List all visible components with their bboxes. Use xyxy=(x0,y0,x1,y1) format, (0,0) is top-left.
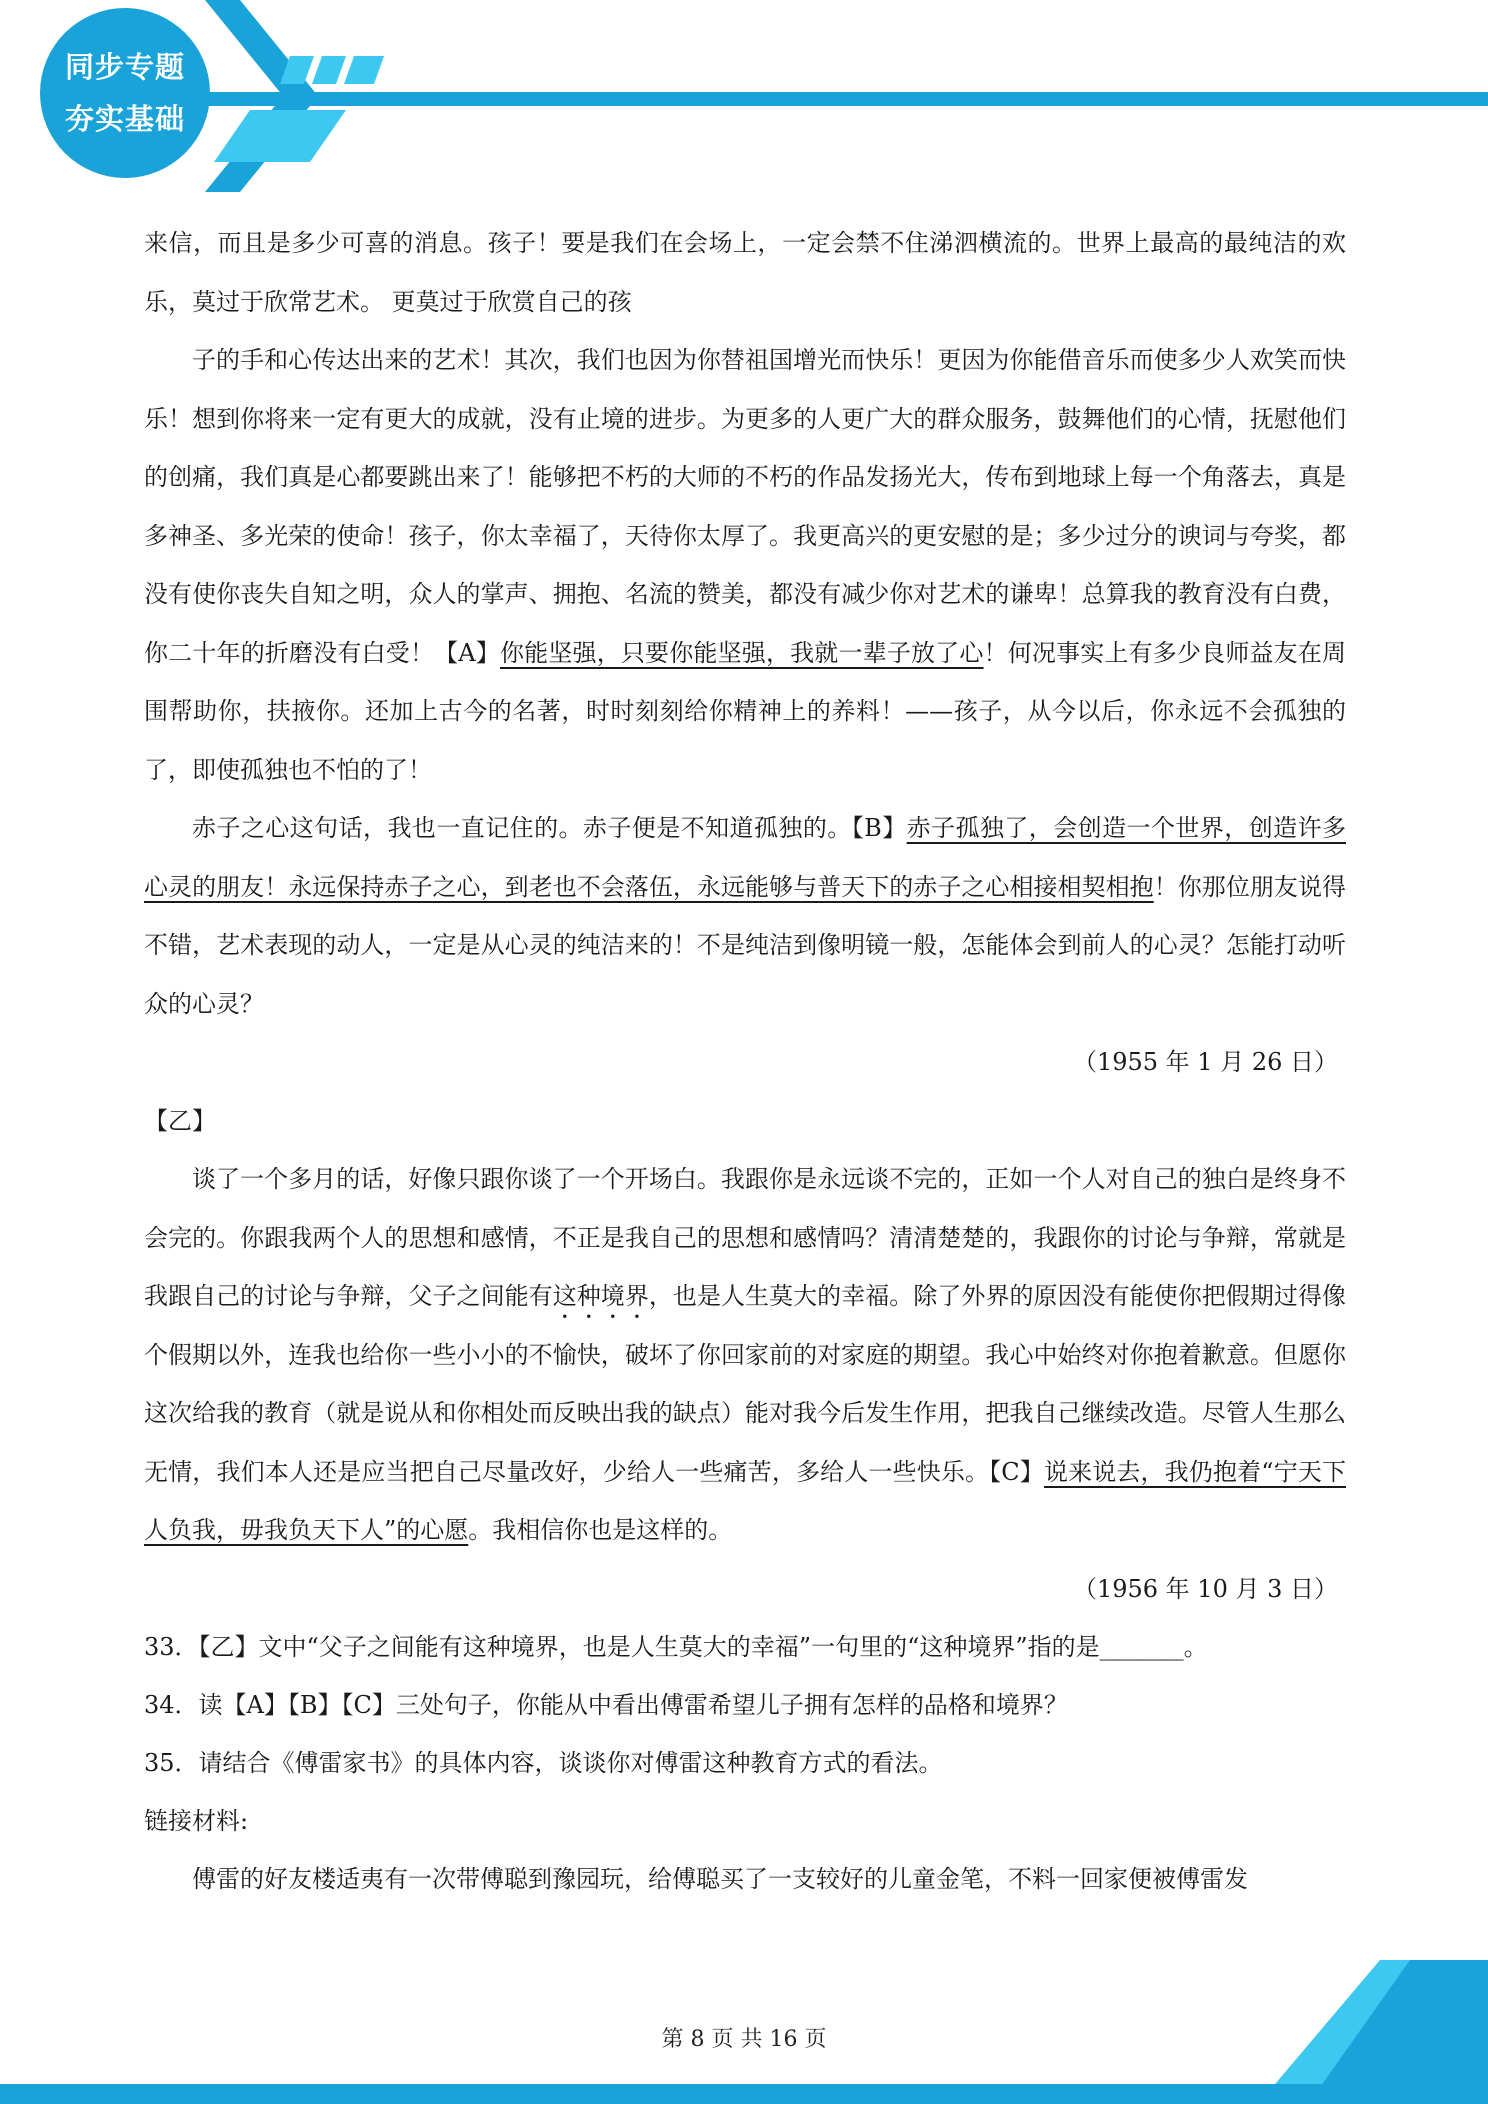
section-yi-heading: 【乙】 xyxy=(144,1106,216,1135)
header-chevron-light xyxy=(214,110,346,162)
marker-b: 【B】 xyxy=(851,814,907,842)
date-2: （1956 年 10 月 3 日） xyxy=(1072,1574,1338,1603)
paragraph-4 xyxy=(144,1150,1346,1560)
badge-line-2: 夯实基础 xyxy=(64,102,185,136)
paragraph-2 xyxy=(144,331,1346,799)
header-stripe-2 xyxy=(312,56,346,84)
header-stripe-3 xyxy=(344,56,384,84)
question-35: 35．请结合《傅雷家书》的具体内容，谈谈你对傅雷这种教育方式的看法。 xyxy=(144,1749,943,1777)
paragraph-4-mid: ，也是人生莫大的幸福。除了外界的原因没有能使你把假期过得像个假期以外，连我也给你一些小小的不愉快，破坏了你回家前的对家庭的期望。我心中始终对你抱着歉意。但愿你这次给我的教育（就是说从和你相处而反映出我的缺点）能对我今后发生作用，把我自己继续改造。尽管人生那么无情，我们本人还是应当把自己尽量改好，少给人一些痛苦，多给人一些快乐。 xyxy=(144,1282,1347,1486)
date-1: （1955 年 1 月 26 日） xyxy=(1072,1048,1338,1076)
underlined-sentence-c: 说来说去，我仍抱着“宁天下人负我，毋我负天下人”的心愿 xyxy=(144,1457,1346,1544)
marker-a: 【A】 xyxy=(434,638,500,667)
paragraph-2-text: 子的手和心传达出来的艺术！其次，我们也因为你替祖国增光而快乐！更因为你能借音乐而使多少人欢笑而快乐！想到你将来一定有更大的成就，没有止境的进步。为更多的人更广大的群众服务，鼓舞他们的心情，抚慰他们的创痛，我们真是心都要跳出来了！能够把不朽的大师的不朽的作品发扬光大，传布到地球上每一个角落去，真是多神圣、多光荣的使命！孩子，你太幸福了，天待你太厚了。我更高兴的更安慰的是；多少过分的谀词与夸奖，都没有使你丧失自知之明，众人的掌声、拥抱、名流的赞美，都没有减少你对艺术的谦卑！总算我的教育没有白费，你二十年的折磨没有白受！ xyxy=(144,346,1346,667)
link-material-label: 链接材料: xyxy=(144,1807,249,1835)
footer-band xyxy=(0,2084,1488,2104)
main-content xyxy=(144,214,1346,1908)
paragraph-1: 来信，而且是多少可喜的消息。孩子！要是我们在会场上，一定会禁不住涕泗横流的。世界上最高的最纯洁的欢乐，莫过于欣常艺术。 更莫过于欣赏自己的孩 xyxy=(144,229,1346,316)
question-33: 33．【乙】文中“父子之间能有这种境界，也是人生莫大的幸福”一句里的“这种境界”指的是_______。 xyxy=(144,1633,1208,1661)
badge-line-1: 同步专题 xyxy=(64,50,185,84)
paragraph-3-head: 赤子之心这句话，我也一直记住的。赤子便是不知道孤独的。 xyxy=(192,814,852,842)
underlined-sentence-b: 赤子孤独了，会创造一个世界，创造许多心灵的朋友！永远保持赤子之心，到老也不会落伍，永远能够与普天下的赤子之心相接相契相抱 xyxy=(144,814,1347,901)
paragraph-4-head: 谈了一个多月的话，好像只跟你谈了一个开场白。我跟你是永远谈不完的，正如一个人对自己的独白是终身不会完的。你跟我两个人的思想和感情，不正是我自己的思想和感情吗？清清楚楚的，我跟你的讨论与争辩，常就是我跟自己的讨论与争辩，父子之间能有 xyxy=(144,1165,1346,1310)
topic-badge xyxy=(40,8,210,178)
paragraph-4-tail: 。我相信你也是这样的。 xyxy=(468,1516,733,1544)
header-band xyxy=(200,92,1488,106)
marker-c: 【C】 xyxy=(989,1457,1044,1486)
paragraph-3-tail: ！你那位朋友说得不错，艺术表现的动人，一定是从心灵的纯洁来的！不是纯洁到像明镜一般，怎能体会到前人的心灵？怎能打动听众的心灵？ xyxy=(144,872,1347,1018)
link-material-text: 傅雷的好友楼适夷有一次带傅聪到豫园玩，给傅聪买了一支较好的儿童金笔，不料一回家便被傅雷发 xyxy=(192,1865,1248,1893)
underlined-sentence-a: 你能坚强，只要你能坚强，我就一辈子放了心 xyxy=(500,638,984,667)
paragraph-2-tail: ！何况事实上有多少良师益友在周围帮助你，扶掖你。还加上古今的名著，时时刻刻给你精神上的养料！——孩子，从今以后，你永远不会孤独的了，即使孤独也不怕的了！ xyxy=(144,638,1347,784)
question-34: 34．读【A】【B】【C】三处句子，你能从中看出傅雷希望儿子拥有怎样的品格和境界？ xyxy=(144,1691,1068,1719)
emphasized-phrase: 这种境界 xyxy=(552,1282,649,1310)
page-number: 第 8 页 共 16 页 xyxy=(661,2027,827,2052)
paragraph-3 xyxy=(144,799,1346,1033)
header-decoration xyxy=(0,0,1488,200)
